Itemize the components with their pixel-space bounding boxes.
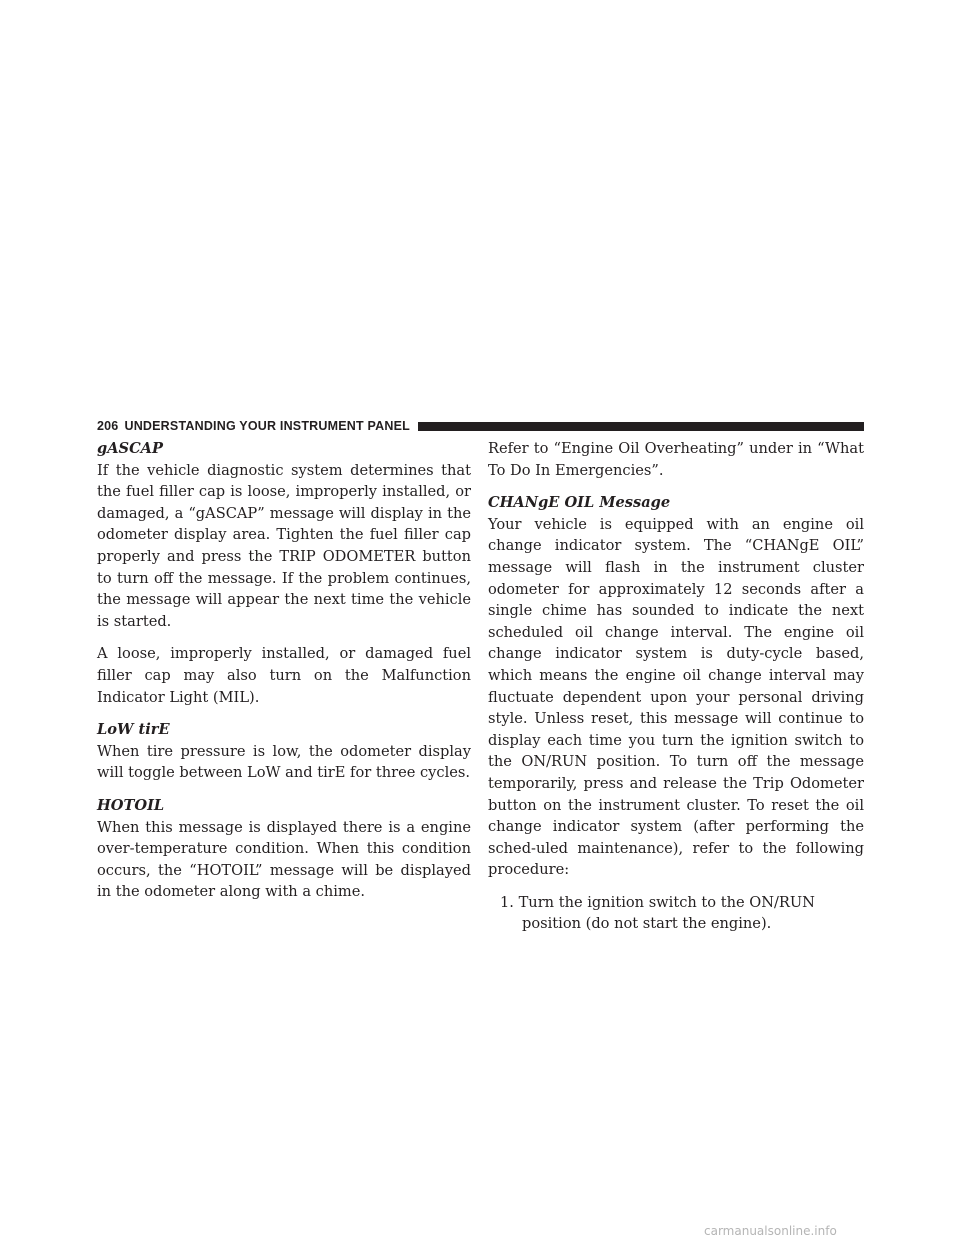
gascap-heading: gASCAP bbox=[97, 440, 163, 457]
step-1 bbox=[488, 892, 864, 935]
page-number: 206 bbox=[97, 419, 119, 433]
gascap-paragraph-2: A loose, improperly installed, or damaged fuel filler cap may also turn on the Malfunction Indicator Light (MIL). bbox=[97, 645, 471, 706]
header-rule bbox=[418, 422, 864, 431]
change-oil-heading: CHANgE OIL Message bbox=[488, 494, 671, 512]
change-oil-paragraph: Your vehicle is equipped with an engine oil change indicator system. The “CHANgE OIL” message will flash in the instrument cluster odometer for approximately 12 seconds after a single chime has sounded to indicate the next scheduled oil change interval. The engine oil change indicator system is duty-cycle based, which means the engine oil change interval may fluctuate dependent upon your personal driving style. Unless reset, this message will continue to display each time you turn the ignition switch to the ON/RUN position. To turn off the message temporarily, press and release the Trip Odometer button on the instrument cluster. To reset the oil change indicator system (after performing the sched-uled maintenance), refer to the following procedure: bbox=[488, 515, 864, 879]
gascap-paragraph-1: If the vehicle diagnostic system determines that the fuel filler cap is loose, improperly installed, or damaged, a “gASCAP” message will display in the odometer display area. Tighten the fuel filler cap properly and press the TRIP ODOMETER button to turn off the message. If the problem continues, the message will appear the next time the vehicle is started. bbox=[97, 461, 471, 630]
left-column bbox=[97, 438, 471, 914]
right-column bbox=[488, 438, 864, 935]
section-title: UNDERSTANDING YOUR INSTRUMENT PANEL bbox=[124, 419, 410, 433]
watermark: carmanualsonline.info bbox=[704, 1224, 837, 1238]
page-header bbox=[97, 418, 864, 434]
low-tire-heading: LoW tirE bbox=[97, 721, 170, 739]
step-1-number: 1. bbox=[500, 893, 514, 911]
refer-paragraph: Refer to “Engine Oil Overheating” under in “What To Do In Emergencies”. bbox=[488, 440, 864, 479]
hotoil-heading: HOTOIL bbox=[97, 796, 165, 814]
low-tire-paragraph: When tire pressure is low, the odometer display will toggle between LoW and tirE for three cycles. bbox=[97, 742, 471, 782]
hotoil-paragraph: When this message is displayed there is a engine over-temperature condition. When this condition occurs, the “HOTOIL” message will be displayed in the odometer along with a chime. bbox=[97, 818, 471, 901]
step-1-text: Turn the ignition switch to the ON/RUN position (do not start the engine). bbox=[518, 893, 815, 933]
